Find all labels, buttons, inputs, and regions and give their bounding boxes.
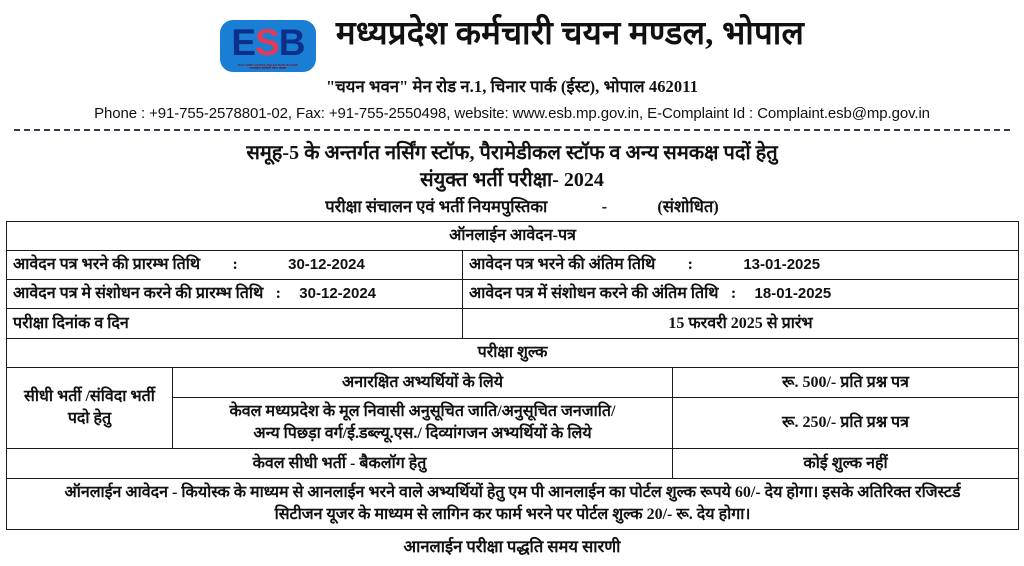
exam-title-line2: संयुक्त भर्ती परीक्षा- 2024 bbox=[420, 169, 604, 191]
fee-category-label bbox=[7, 368, 173, 449]
logo-letter-e: E bbox=[231, 22, 256, 63]
logo-subtext bbox=[220, 64, 316, 71]
esb-logo-icon bbox=[220, 20, 316, 72]
portal-fee-note-line2: सिटीजन यूजर के माध्यम से लागिन कर फार्म भरने पर पोर्टल शुल्क 20/- रू. देय होगा। bbox=[274, 506, 751, 523]
form-end-date-colon: : bbox=[687, 256, 693, 273]
fee-description-unreserved: अनारक्षित अभ्यर्थियों के लिये bbox=[173, 368, 673, 398]
logo-letters bbox=[220, 21, 316, 65]
online-form-header: ऑनलाईन आवेदन-पत्र bbox=[7, 222, 1019, 251]
exam-title bbox=[0, 140, 1024, 194]
portal-fee-note-line1: ऑनलाईन आवेदन - कियोस्क के माध्यम से आनलाईन भरने वाले अभ्यर्थियों हेतु एम पी आनलाईन का पोर्टल शुल्क रूपये 60/- देय होगा। इसके अतिरिक्त रजिस्टर्ड bbox=[64, 484, 961, 501]
rulebook-revision: (संशोधित) bbox=[657, 197, 719, 216]
correction-start-date-value: 30-12-2024 bbox=[299, 285, 377, 302]
exam-title-line1: समूह-5 के अन्तर्गत नर्सिंग स्टॉफ, पैरामेडीकल स्टॉफ व अन्य समकक्ष पदों हेतु bbox=[246, 142, 778, 164]
table-row bbox=[7, 339, 1019, 368]
table-row bbox=[7, 368, 1019, 398]
rulebook-dash: - bbox=[601, 197, 608, 216]
fee-section-header: परीक्षा शुल्क bbox=[7, 339, 1019, 368]
fee-description-reserved bbox=[173, 398, 673, 449]
correction-end-date-value: 18-01-2025 bbox=[754, 285, 832, 302]
table-row bbox=[7, 222, 1019, 251]
backlog-label: केवल सीधी भर्ती - बैकलॉग हेतु bbox=[7, 449, 673, 479]
fee-description-reserved-line1: केवल मध्यप्रदेश के मूल निवासी अनुसूचित जाति/अनुसूचित जनजाति/ bbox=[229, 403, 616, 420]
table-row bbox=[7, 309, 1019, 339]
table-row bbox=[7, 251, 1019, 280]
logo-subtext-hindi: मध्यप्रदेश कर्मचारी चयन मण्डल bbox=[249, 66, 287, 71]
logo-container bbox=[220, 14, 318, 72]
form-start-date-cell bbox=[7, 251, 463, 280]
table-row bbox=[7, 479, 1019, 530]
logo-letter-s: S bbox=[255, 22, 279, 63]
logo-subtext-english: M.P. EMPLOYEES SELECTION BOARD bbox=[238, 62, 298, 67]
form-start-date-value: 30-12-2024 bbox=[288, 256, 365, 273]
rulebook-line bbox=[0, 196, 1024, 218]
fee-description-reserved-line2: अन्य पिछड़ा वर्ग/ई.डब्ल्यू.एस./ दिव्यांगजन अभ्यर्थियों के लिये bbox=[253, 425, 592, 442]
organization-address: "चयन भवन" मेन रोड न.1, चिनार पार्क (ईस्ट), भोपाल 462011 bbox=[325, 77, 699, 96]
correction-start-date-label: आवेदन पत्र मे संशोधन करने की प्रारम्भ तिथि bbox=[13, 285, 264, 302]
notification-table bbox=[6, 221, 1019, 530]
correction-start-date-cell bbox=[7, 280, 463, 309]
fee-amount-reserved: रू. 250/- प्रति प्रश्न पत्र bbox=[673, 398, 1019, 449]
portal-fee-note bbox=[7, 479, 1019, 530]
correction-start-date-colon: : bbox=[275, 285, 281, 302]
correction-end-date-cell bbox=[463, 280, 1019, 309]
form-end-date-label: आवेदन पत्र भरने की अंतिम तिथि bbox=[469, 256, 656, 273]
organization-contact: Phone : +91-755-2578801-02, Fax: +91-755-2550498, website: www.esb.mp.gov.in, E-Complaint Id : Complaint.esb@mp.gov.in bbox=[94, 105, 930, 122]
logo-letter-b: B bbox=[278, 22, 305, 63]
exam-schedule-title: आनलाईन परीक्षा पद्धति समय सारणी bbox=[403, 537, 621, 556]
organization-name: मध्यप्रदेश कर्मचारी चयन मण्डल, भोपाल bbox=[335, 16, 805, 52]
exam-date-value: 15 फरवरी 2025 से प्रारंभ bbox=[463, 309, 1019, 339]
exam-date-label: परीक्षा दिनांक व दिन bbox=[7, 309, 463, 339]
header-divider bbox=[14, 129, 1010, 131]
rulebook-label: परीक्षा संचालन एवं भर्ती नियमपुस्तिका bbox=[325, 197, 548, 216]
table-row bbox=[7, 449, 1019, 479]
fee-amount-unreserved: रू. 500/- प्रति प्रश्न पत्र bbox=[673, 368, 1019, 398]
letterhead bbox=[0, 0, 1024, 131]
form-start-date-colon: : bbox=[232, 256, 238, 273]
fee-category-text: सीधी भर्ती /संविदा भर्ती पदो हेतु bbox=[24, 388, 155, 427]
form-end-date-value: 13-01-2025 bbox=[743, 256, 821, 273]
letterhead-top-row bbox=[10, 14, 1014, 72]
correction-end-date-label: आवेदन पत्र में संशोधन करने की अंतिम तिथि bbox=[469, 285, 719, 302]
form-start-date-label: आवेदन पत्र भरने की प्रारम्भ तिथि bbox=[13, 256, 201, 273]
backlog-amount: कोई शुल्क नहीं bbox=[673, 449, 1019, 479]
table-row bbox=[7, 280, 1019, 309]
form-end-date-cell bbox=[463, 251, 1019, 280]
correction-end-date-colon: : bbox=[730, 285, 737, 302]
